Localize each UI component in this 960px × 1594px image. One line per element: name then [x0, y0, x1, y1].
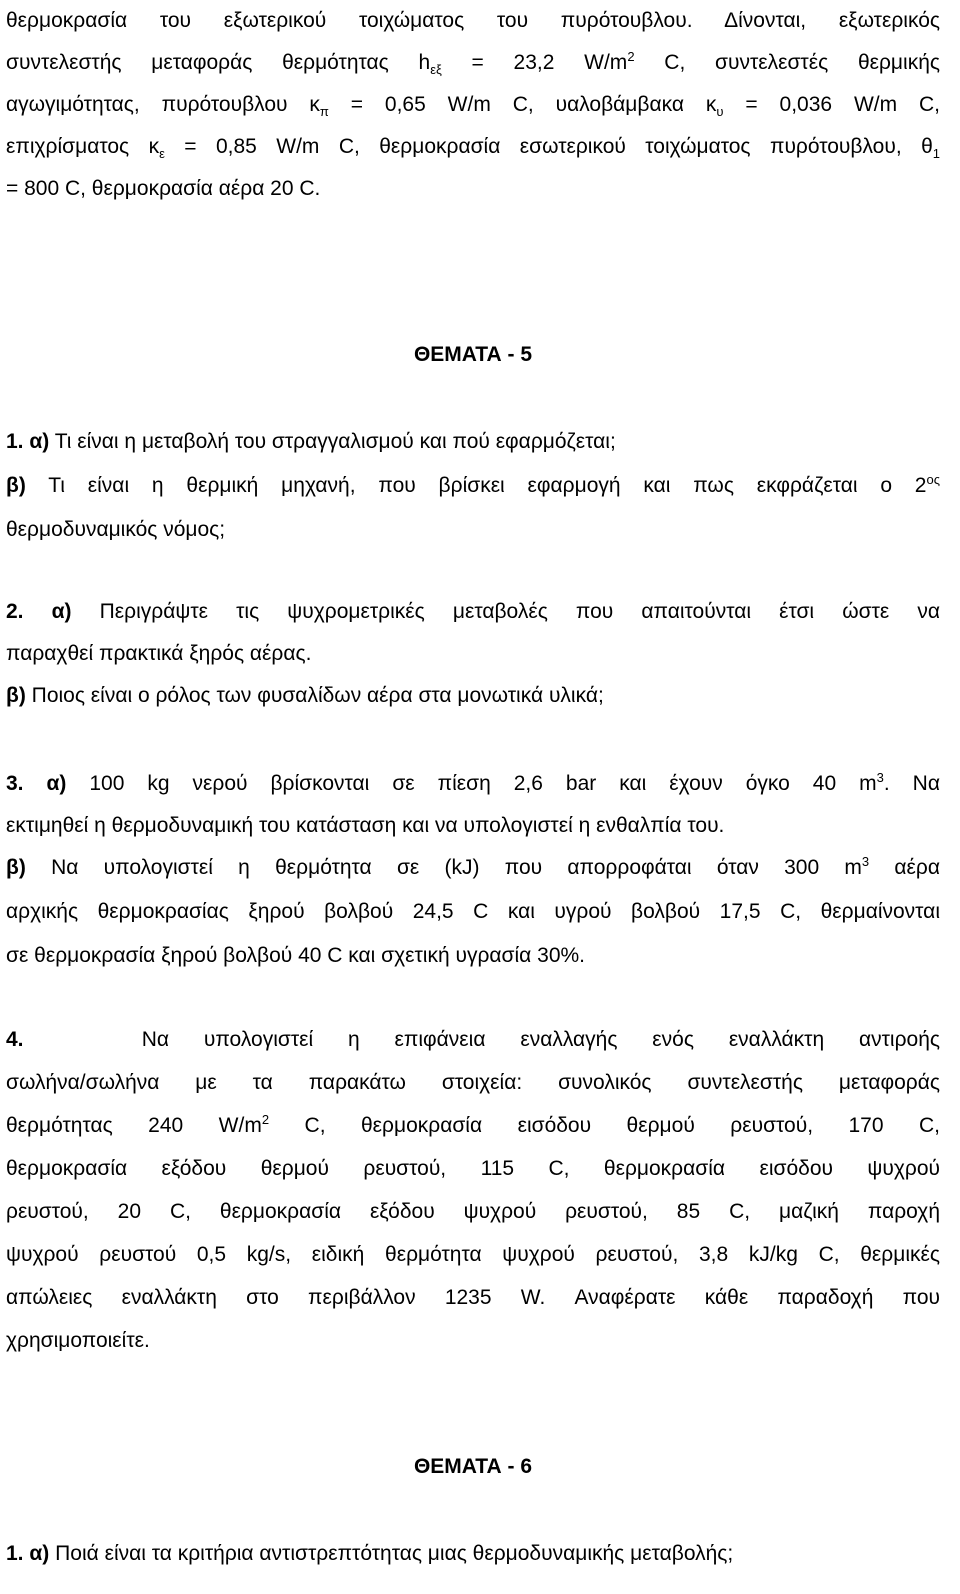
- question-1: [6, 420, 940, 552]
- question-part-cont: σε θερμοκρασία ξηρού βολβού 40 C και σχετική υγρασία 30%.: [6, 944, 586, 967]
- question-line: θερμότητας 240 $W/m^2$ C, θερμοκρασία εισόδου θερμού ρευστού, 170 C,: [6, 1112, 940, 1137]
- intro-paragraph: [6, 0, 940, 210]
- question-part: 2. α) Περιγράψτε τις ψυχρομετρικές μεταβολές που απαιτούνται έτσι ώστε να: [6, 600, 940, 623]
- question-part-cont: εκτιμηθεί η θερμοδυναμική του κατάσταση και να υπολογιστεί η ενθαλπία του.: [6, 814, 725, 837]
- question-part: 1. α) Ποιά είναι τα κριτήρια αντιστρεπτότητας μιας θερμοδυναμικής μεταβολής;: [6, 1542, 734, 1565]
- question-line: απώλειες εναλλάκτη στο περιβάλλον 1235 W. Αναφέρατε κάθε παραδοχή που: [6, 1286, 940, 1309]
- intro-line: αγωγιμότητας, πυρότουβλου $\kappa_\pi = 0,65$ W/m C, υαλοβάμβακα $\kappa_\upsilon = 0,036$ W/m C,: [6, 93, 940, 120]
- section-heading-5: ΘΕΜΑΤΑ - 5: [413, 343, 533, 366]
- question-line: θερμοκρασία εξόδου θερμού ρευστού, 115 C, θερμοκρασία εισόδου ψυχρού: [6, 1157, 940, 1180]
- question-part: 1. α) Τι είναι η μεταβολή του στραγγαλισμού και πού εφαρμόζεται;: [6, 430, 616, 453]
- question-2: [6, 590, 940, 718]
- question-part-cont: θερμοδυναμικός νόμος;: [6, 518, 226, 541]
- question-line: 4. Να υπολογιστεί η επιφάνεια εναλλαγής ενός εναλλάκτη αντιροής: [6, 1028, 940, 1051]
- intro-line: επιχρίσματος $\kappa_\varepsilon = 0,85$ W/m C, θερμοκρασία εσωτερικού τοιχώματος πυρότουβλου, $\theta_1$: [6, 135, 941, 162]
- section-heading-6: ΘΕΜΑΤΑ - 6: [413, 1455, 533, 1478]
- question-part: β) Ποιος είναι ο ρόλος των φυσαλίδων αέρα στα μονωτικά υλικά;: [6, 684, 604, 707]
- intro-line: θερμοκρασία του εξωτερικού τοιχώματος του πυρότουβλου. Δίνονται, εξωτερικός: [6, 9, 940, 32]
- question-line: σωλήνα/σωλήνα με τα παρακάτω στοιχεία: συνολικός συντελεστής μεταφοράς: [6, 1071, 940, 1094]
- intro-line: = 800 C, θερμοκρασία αέρα 20 C.: [6, 177, 321, 200]
- question-part-cont: αρχικής θερμοκρασίας ξηρού βολβού 24,5 C και υγρού βολβού 17,5 C, θερμαίνονται: [6, 900, 940, 923]
- question-line: ψυχρού ρευστού 0,5 kg/s, ειδική θερμότητα ψυχρού ρευστού, 3,8 kJ/kg C, θερμικές: [6, 1243, 940, 1266]
- question-3: [6, 762, 940, 978]
- question-4: [6, 1018, 940, 1362]
- question-part: 3. α) 100 kg νερού βρίσκονται σε πίεση 2,6 bar και έχουν όγκο 40 $m^3$. Να: [6, 770, 940, 795]
- question-line: χρησιμοποιείτε.: [6, 1329, 150, 1352]
- question-part: β) Να υπολογιστεί η θερμότητα σε (kJ) που απορροφάται όταν 300 $m^3$ αέρα: [6, 854, 940, 879]
- intro-line: συντελεστής μεταφοράς θερμότητας $h_{\varepsilon\xi} = 23,2$ $W/m^2$ C, συντελεστές θερμικής: [6, 49, 940, 78]
- question-part-cont: παραχθεί πρακτικά ξηρός αέρας.: [6, 642, 312, 665]
- question-6-1: [6, 1532, 940, 1576]
- question-line: ρευστού, 20 C, θερμοκρασία εξόδου ψυχρού ρευστού, 85 C, μαζική παροχή: [6, 1200, 940, 1223]
- question-part: β) Τι είναι η θερμική μηχανή, που βρίσκει εφαρμογή και πως εκφράζεται ο $2^{o\varsigma}$: [6, 472, 940, 497]
